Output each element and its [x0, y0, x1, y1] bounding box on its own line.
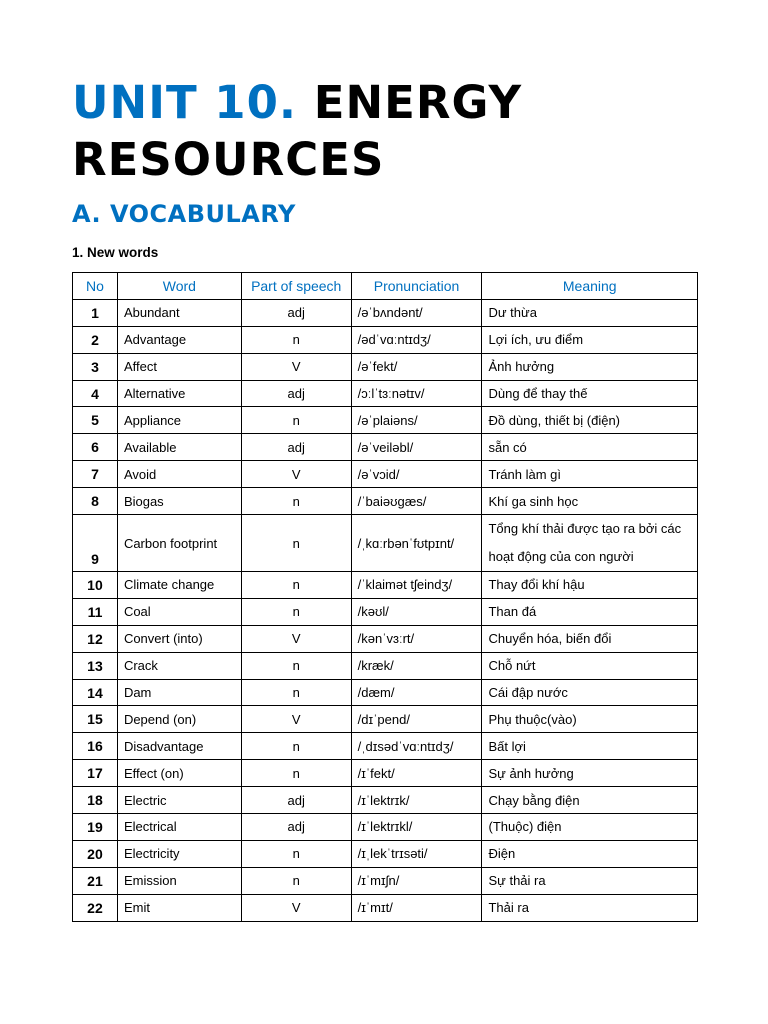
header-part-of-speech: Part of speech: [241, 273, 351, 300]
cell-part-of-speech: n: [241, 572, 351, 599]
cell-word: Carbon footprint: [117, 515, 241, 572]
table-row: [73, 434, 698, 461]
cell-pronunciation: /ɪˈlektrɪkl/: [351, 814, 482, 841]
cell-part-of-speech: adj: [241, 380, 351, 407]
cell-pronunciation: /əˈplaiəns/: [351, 407, 482, 434]
cell-part-of-speech: adj: [241, 814, 351, 841]
table-row: [73, 867, 698, 894]
cell-part-of-speech: n: [241, 488, 351, 515]
cell-part-of-speech: adj: [241, 434, 351, 461]
cell-part-of-speech: V: [241, 706, 351, 733]
header-no: No: [73, 273, 118, 300]
cell-no: 10: [73, 572, 118, 599]
cell-meaning: Dư thừa: [482, 299, 698, 326]
cell-word: Advantage: [117, 326, 241, 353]
cell-pronunciation: /ˌdɪsədˈvɑːntɪdʒ/: [351, 733, 482, 760]
cell-pronunciation: /ˌkɑːrbənˈfʊtpɪnt/: [351, 515, 482, 572]
cell-part-of-speech: n: [241, 598, 351, 625]
table-header-row: [73, 273, 698, 300]
cell-no: 9: [73, 515, 118, 572]
cell-meaning: Bất lợi: [482, 733, 698, 760]
cell-meaning: Dùng để thay thế: [482, 380, 698, 407]
cell-meaning: Khí ga sinh học: [482, 488, 698, 515]
table-row: [73, 299, 698, 326]
cell-pronunciation: /ɔːlˈtɜːnətɪv/: [351, 380, 482, 407]
cell-no: 11: [73, 598, 118, 625]
cell-no: 20: [73, 840, 118, 867]
cell-word: Crack: [117, 652, 241, 679]
cell-pronunciation: /əˈbʌndənt/: [351, 299, 482, 326]
cell-part-of-speech: n: [241, 515, 351, 572]
cell-pronunciation: /ɪˈfekt/: [351, 760, 482, 787]
unit-topic: ENERGY RESOURCES: [72, 76, 523, 186]
cell-no: 16: [73, 733, 118, 760]
cell-part-of-speech: n: [241, 679, 351, 706]
cell-pronunciation: /əˈvɔid/: [351, 461, 482, 488]
cell-no: 15: [73, 706, 118, 733]
cell-word: Emit: [117, 894, 241, 921]
table-row: [73, 679, 698, 706]
table-row: [73, 572, 698, 599]
cell-part-of-speech: V: [241, 461, 351, 488]
cell-part-of-speech: V: [241, 625, 351, 652]
cell-no: 18: [73, 787, 118, 814]
cell-no: 6: [73, 434, 118, 461]
cell-meaning: (Thuộc) điện: [482, 814, 698, 841]
cell-part-of-speech: n: [241, 733, 351, 760]
cell-word: Emission: [117, 867, 241, 894]
cell-pronunciation: /ˈklaimət tʃeindʒ/: [351, 572, 482, 599]
cell-pronunciation: /ɪˈmɪʃn/: [351, 867, 482, 894]
cell-no: 5: [73, 407, 118, 434]
cell-word: Disadvantage: [117, 733, 241, 760]
cell-part-of-speech: n: [241, 652, 351, 679]
cell-word: Coal: [117, 598, 241, 625]
header-meaning: Meaning: [482, 273, 698, 300]
cell-word: Depend (on): [117, 706, 241, 733]
cell-meaning: Sự thải ra: [482, 867, 698, 894]
cell-pronunciation: /dæm/: [351, 679, 482, 706]
table-row: [73, 733, 698, 760]
cell-part-of-speech: n: [241, 407, 351, 434]
cell-pronunciation: /ɪˈmɪt/: [351, 894, 482, 921]
cell-meaning: Phụ thuộc(vào): [482, 706, 698, 733]
cell-part-of-speech: adj: [241, 787, 351, 814]
table-row: [73, 326, 698, 353]
cell-no: 19: [73, 814, 118, 841]
table-row: [73, 380, 698, 407]
cell-no: 17: [73, 760, 118, 787]
cell-part-of-speech: adj: [241, 299, 351, 326]
cell-meaning: Sự ảnh hưởng: [482, 760, 698, 787]
table-row: [73, 407, 698, 434]
cell-meaning: Chuyển hóa, biến đổi: [482, 625, 698, 652]
cell-no: 2: [73, 326, 118, 353]
cell-word: Appliance: [117, 407, 241, 434]
cell-meaning: Đồ dùng, thiết bị (điện): [482, 407, 698, 434]
cell-meaning: sẵn có: [482, 434, 698, 461]
cell-pronunciation: /ədˈvɑːntɪdʒ/: [351, 326, 482, 353]
subheading: 1. New words: [72, 245, 159, 260]
cell-meaning: Tổng khí thải được tạo ra bởi các hoạt động của con người: [482, 515, 698, 572]
cell-pronunciation: /əˈfekt/: [351, 353, 482, 380]
table-row: [73, 894, 698, 921]
cell-part-of-speech: n: [241, 840, 351, 867]
table-row: [73, 515, 698, 572]
section-heading: A. VOCABULARY: [72, 200, 296, 228]
cell-no: 7: [73, 461, 118, 488]
cell-no: 4: [73, 380, 118, 407]
cell-meaning: Thải ra: [482, 894, 698, 921]
cell-part-of-speech: V: [241, 894, 351, 921]
cell-word: Biogas: [117, 488, 241, 515]
table-row: [73, 760, 698, 787]
cell-word: Affect: [117, 353, 241, 380]
cell-word: Avoid: [117, 461, 241, 488]
table-row: [73, 787, 698, 814]
cell-word: Effect (on): [117, 760, 241, 787]
cell-pronunciation: /kənˈvɜːrt/: [351, 625, 482, 652]
cell-word: Alternative: [117, 380, 241, 407]
header-pronunciation: Pronunciation: [351, 273, 482, 300]
cell-pronunciation: /kræk/: [351, 652, 482, 679]
cell-meaning: Điện: [482, 840, 698, 867]
cell-pronunciation: /əˈveiləbl/: [351, 434, 482, 461]
cell-meaning: Cái đập nước: [482, 679, 698, 706]
cell-meaning: Tránh làm gì: [482, 461, 698, 488]
cell-word: Dam: [117, 679, 241, 706]
table-row: [73, 706, 698, 733]
cell-no: 12: [73, 625, 118, 652]
cell-no: 21: [73, 867, 118, 894]
cell-word: Climate change: [117, 572, 241, 599]
cell-pronunciation: /ɪˈlektrɪk/: [351, 787, 482, 814]
cell-meaning: Thay đổi khí hậu: [482, 572, 698, 599]
cell-no: 14: [73, 679, 118, 706]
table-row: [73, 488, 698, 515]
cell-meaning: Lợi ích, ưu điểm: [482, 326, 698, 353]
table-row: [73, 353, 698, 380]
cell-word: Electrical: [117, 814, 241, 841]
cell-meaning: Chạy bằng điện: [482, 787, 698, 814]
cell-no: 8: [73, 488, 118, 515]
table-body: [73, 299, 698, 921]
cell-part-of-speech: n: [241, 760, 351, 787]
cell-word: Electric: [117, 787, 241, 814]
table-row: [73, 598, 698, 625]
cell-part-of-speech: n: [241, 867, 351, 894]
cell-meaning: Ảnh hưởng: [482, 353, 698, 380]
cell-no: 1: [73, 299, 118, 326]
cell-no: 3: [73, 353, 118, 380]
table-row: [73, 652, 698, 679]
cell-word: Electricity: [117, 840, 241, 867]
cell-no: 13: [73, 652, 118, 679]
header-word: Word: [117, 273, 241, 300]
cell-pronunciation: /dɪˈpend/: [351, 706, 482, 733]
table-row: [73, 461, 698, 488]
cell-part-of-speech: V: [241, 353, 351, 380]
cell-no: 22: [73, 894, 118, 921]
cell-meaning: Than đá: [482, 598, 698, 625]
unit-label: UNIT 10.: [72, 76, 298, 129]
cell-word: Convert (into): [117, 625, 241, 652]
cell-pronunciation: /kəʊl/: [351, 598, 482, 625]
cell-pronunciation: /ɪˌlekˈtrɪsəti/: [351, 840, 482, 867]
cell-part-of-speech: n: [241, 326, 351, 353]
table-row: [73, 840, 698, 867]
vocabulary-table: [72, 272, 698, 922]
cell-pronunciation: /ˈbaiəʊgæs/: [351, 488, 482, 515]
cell-word: Available: [117, 434, 241, 461]
table-row: [73, 814, 698, 841]
cell-word: Abundant: [117, 299, 241, 326]
cell-meaning: Chỗ nứt: [482, 652, 698, 679]
page-title: [72, 74, 712, 188]
table-row: [73, 625, 698, 652]
